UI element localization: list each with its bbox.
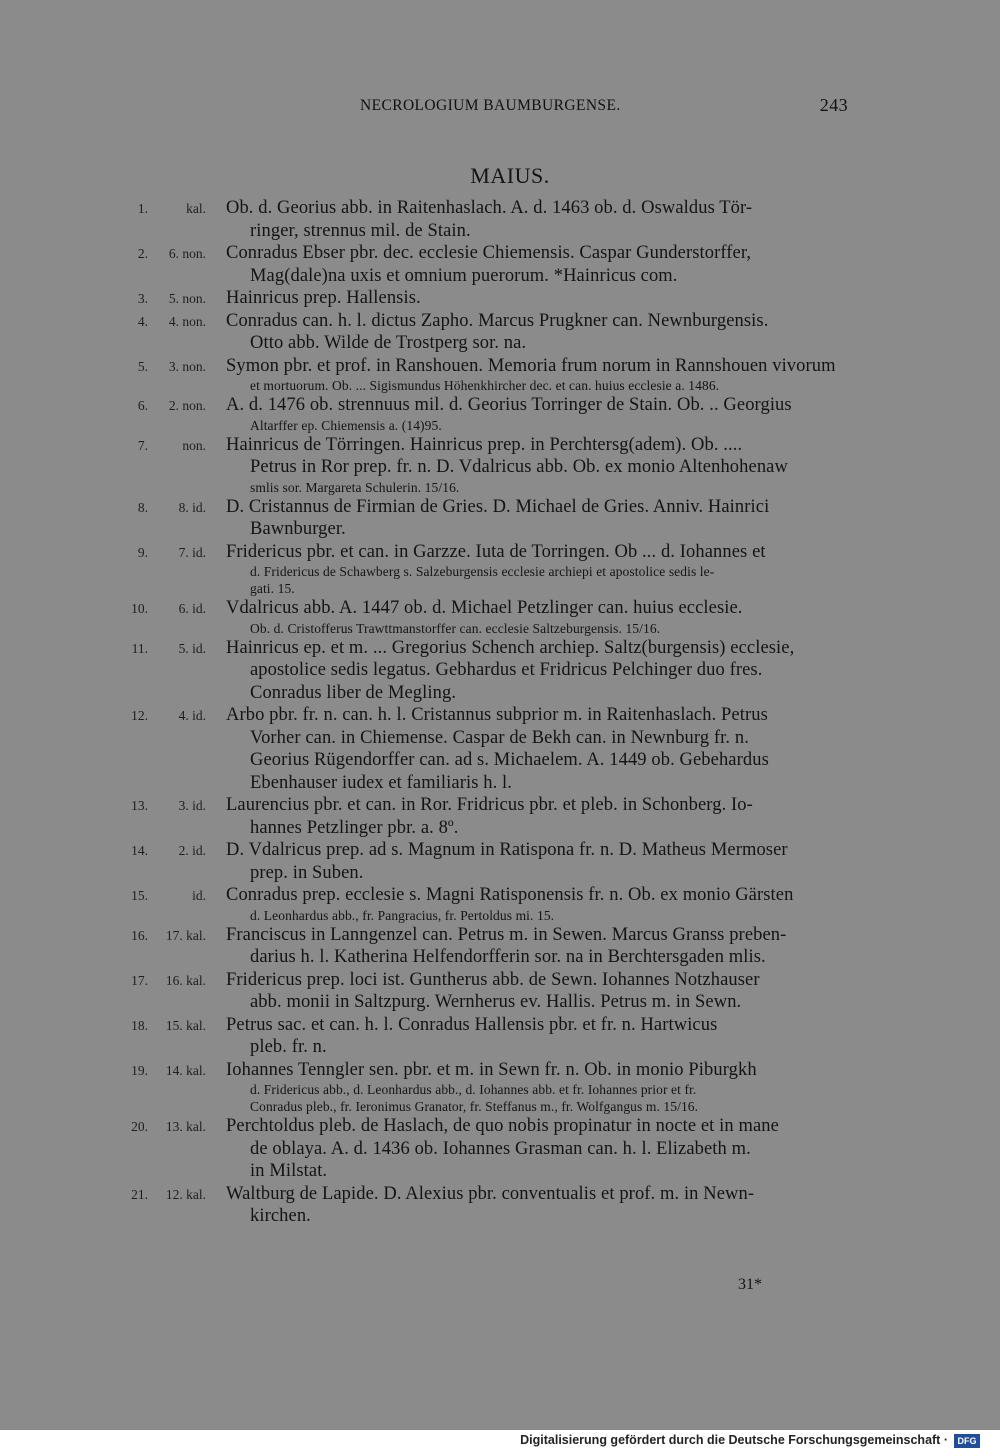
entry-line: Conradus prep. ecclesie s. Magni Ratisponensis fr. n. Ob. ex monio Gärsten [226,885,794,905]
entry-row [0,1115,1000,1183]
entry-line: Ob. d. Cristofferus Trawttmanstorffer can. ecclesie Saltzeburgensis. 15/16. [250,620,661,636]
entry-line: Franciscus in Lanngenzel can. Petrus m. in Sewen. Marcus Granss preben- [226,924,787,945]
entry-line: Petrus in Ror prep. fr. n. D. Vdalricus abb. Ob. ex monio Altenhohenaw [250,457,788,477]
dfg-footer-text: Digitalisierung gefördert durch die Deutsche Forschungsgemeinschaft · [520,1433,948,1447]
entry-row [0,1059,1000,1116]
entry-line: pleb. fr. n. [250,1037,327,1057]
entry-line: Conradus Ebser pbr. dec. ecclesie Chiemensis. Caspar Gunderstorffer, [226,243,752,263]
entry-line: Georius Rügendorffer can. ad s. Michaelem. A. 1449 ob. Gebehardus [250,750,769,770]
entry-date: 7. id. [178,544,206,560]
entry-text [226,197,852,242]
entry-line: de oblaya. A. d. 1436 ob. Iohannes Grasman can. h. l. Elizabeth m. [250,1138,751,1159]
entry-date: 4. id. [178,708,206,723]
entry-line: Otto abb. Wilde de Trostperg sor. na. [250,333,527,353]
entry-number: 16. [131,927,148,943]
entry-number: 8. [137,499,148,515]
entry-date: 13. kal. [165,1119,206,1134]
entry-text [226,541,852,598]
entry-date: 16. kal. [165,972,206,988]
running-title: NECROLOGIUM BAUMBURGENSE. [360,97,621,114]
entry-text [226,1059,852,1116]
entry-line: Symon pbr. et prof. in Ranshouen. Memoria frum norum in Rannshouen vivorum [226,355,836,376]
entry-number: 10. [131,601,148,616]
entry-date: 8. id. [178,499,206,515]
entry-line: Ob. d. Georius abb. in Raitenhaslach. A. d. 1463 ob. d. Oswaldus Tör- [226,198,753,218]
entry-number: 17. [131,972,148,988]
entry-number: 20. [131,1119,148,1134]
entry-line: darius h. l. Katherina Helfendorfferin sor. na in Berchtersgaden mlis. [250,947,766,967]
entry-text [226,310,852,355]
entry-number: 12. [131,708,148,723]
entry-line: D. Cristannus de Firmian de Gries. D. Michael de Gries. Anniv. Hainrici [226,496,770,517]
month-heading: MAIUS. [470,163,550,188]
entry-date: 12. kal. [165,1186,206,1202]
entry-line: Conradus pleb., fr. Ieronimus Granator, fr. Steffanus m., fr. Wolfgangus m. 15/16. [250,1099,699,1114]
entry-line: Fridericus pbr. et can. in Garzze. Iuta de Torringen. Ob ... d. Iohannes et [226,541,766,562]
entry-number: 5. [137,358,148,374]
entry-number: 4. [137,313,148,329]
dfg-logo-icon[interactable]: DFG [954,1434,980,1448]
entry-row [0,310,1000,355]
entry-line: prep. in Suben. [250,862,364,883]
entry-date: 5. non. [168,291,206,306]
entry-text [226,242,852,287]
entry-line: Iohannes Tenngler sen. pbr. et m. in Sewn fr. n. Ob. in monio Piburgkh [226,1059,757,1080]
entry-number: 9. [137,544,148,560]
entry-text [226,924,852,969]
page-number: 243 [819,95,848,115]
entry-row [0,839,1000,884]
entry-line: D. Vdalricus prep. ad s. Magnum in Ratispona fr. n. D. Matheus Mermoser [226,840,788,860]
entry-line: Bawnburger. [250,519,346,539]
entry-number: 15. [131,888,148,903]
entry-text [226,704,852,794]
entry-line: d. Leonhardus abb., fr. Pangracius, fr. Pertoldus mi. 15. [250,907,555,923]
entry-line: Hainricus de Törringen. Hainricus prep. in Perchtersg(adem). Ob. .... [226,434,743,455]
entry-row [0,794,1000,839]
dfg-footer-bar [0,1430,1000,1452]
entry-line: Waltburg de Lapide. D. Alexius pbr. conventualis et prof. m. in Newn- [226,1183,755,1204]
entry-text [226,1115,852,1183]
entry-date: 15. kal. [165,1017,206,1033]
entry-number: 6. [137,398,148,413]
entry-row [0,1014,1000,1059]
entry-line: Perchtoldus pleb. de Haslach, de quo nobis propinatur in nocte et in mane [226,1116,779,1136]
entry-line: A. d. 1476 ob. strennuus mil. d. Georius Torringer de Stain. Ob. .. Georgius [226,395,792,415]
entry-date: 2. id. [178,843,206,858]
necrology-entries [0,197,1000,1228]
entry-number: 13. [131,798,148,813]
entry-number: 19. [131,1062,148,1078]
entry-row [0,704,1000,794]
entry-row [0,197,1000,242]
entry-line: Fridericus prep. loci ist. Guntherus abb. de Sewn. Iohannes Notzhauser [226,969,760,990]
entry-row [0,496,1000,541]
entry-row [0,1183,1000,1228]
entry-date: kal. [186,201,206,216]
entry-line: abb. monii in Saltzpurg. Wernherus ev. Hallis. Petrus m. in Sewn. [250,992,742,1012]
entry-date: 2. non. [168,398,206,413]
entry-line: Ebenhauser iudex et familiaris h. l. [250,772,513,793]
entry-row [0,434,1000,496]
entry-row [0,597,1000,637]
entry-line: hannes Petzlinger pbr. a. 8º. [250,817,459,838]
entry-row [0,541,1000,598]
entry-row [0,287,1000,310]
entry-date: 3. non. [168,358,206,374]
entry-line: smlis sor. Margareta Schulerin. 15/16. [250,479,460,495]
entry-line: Vorher can. in Chiemense. Caspar de Bekh can. in Newnburg fr. n. [250,727,749,748]
entry-number: 3. [137,291,148,306]
entry-text [226,637,852,705]
entry-text [226,434,852,496]
entry-date: non. [182,437,206,453]
entry-line: Hainricus ep. et m. ... Gregorius Schench archiep. Saltz(burgensis) ecclesie, [226,637,795,658]
entry-text [226,839,852,884]
entry-text [226,496,852,541]
entry-line: Conradus can. h. l. dictus Zapho. Marcus Prugkner can. Newnburgensis. [226,310,769,331]
entry-line: et mortuorum. Ob. ... Sigismundus Höhenkhircher dec. et can. huius ecclesie a. 1486. [250,378,720,393]
entry-line: d. Fridericus de Schawberg s. Salzeburgensis ecclesie archiepi et apostolice sedis le- [250,564,715,579]
entry-text [226,794,852,839]
entry-line: d. Fridericus abb., d. Leonhardus abb., d. Iohannes abb. et fr. Iohannes prior et fr. [250,1082,697,1097]
entry-text [226,287,852,310]
entry-line: gati. 15. [250,581,295,596]
entry-line: Petrus sac. et can. h. l. Conradus Hallensis pbr. et fr. n. Hartwicus [226,1014,718,1035]
entry-date: 14. kal. [165,1062,206,1078]
entry-number: 2. [137,246,148,261]
entry-number: 18. [131,1017,148,1033]
entry-row [0,394,1000,434]
entry-number: 7. [137,437,148,453]
entry-line: in Milstat. [250,1161,328,1181]
entry-text [226,1183,852,1228]
entry-row [0,242,1000,287]
entry-row [0,924,1000,969]
entry-line: Vdalricus abb. A. 1447 ob. d. Michael Petzlinger can. huius ecclesie. [226,598,743,618]
entry-line: apostolice sedis legatus. Gebhardus et Fridricus Pelchinger duo fres. [250,660,763,680]
entry-row [0,637,1000,705]
entry-date: 17. kal. [165,927,206,943]
entry-date: 6. non. [168,246,206,261]
entry-text [226,1014,852,1059]
entry-line: kirchen. [250,1206,311,1226]
entry-line: Hainricus prep. Hallensis. [226,288,421,308]
entry-text [226,884,852,924]
entry-date: id. [192,888,206,903]
entry-line: Conradus liber de Megling. [250,682,457,703]
entry-line: Arbo pbr. fr. n. can. h. l. Cristannus subprior m. in Raitenhaslach. Petrus [226,705,768,725]
entry-text [226,597,852,637]
entry-line: Mag(dale)na uxis et omnium puerorum. *Hainricus com. [250,265,678,286]
entry-number: 21. [131,1186,148,1202]
signature-mark: 31* [738,1276,762,1293]
entry-text [226,355,852,395]
entry-date: 4. non. [168,313,206,329]
entry-date: 3. id. [178,798,206,813]
entry-line: Altarffer ep. Chiemensis a. (14)95. [250,417,442,433]
entry-row [0,884,1000,924]
entry-number: 11. [131,640,148,656]
entry-line: Laurencius pbr. et can. in Ror. Fridricus pbr. et pleb. in Schonberg. Io- [226,795,753,815]
entry-text [226,394,852,434]
entry-line: ringer, strennus mil. de Stain. [250,220,471,241]
entry-row [0,355,1000,395]
entry-number: 14. [131,843,148,858]
entry-date: 5. id. [178,640,206,656]
entry-row [0,969,1000,1014]
entry-text [226,969,852,1014]
entry-date: 6. id. [178,601,206,616]
entry-number: 1. [137,201,148,216]
